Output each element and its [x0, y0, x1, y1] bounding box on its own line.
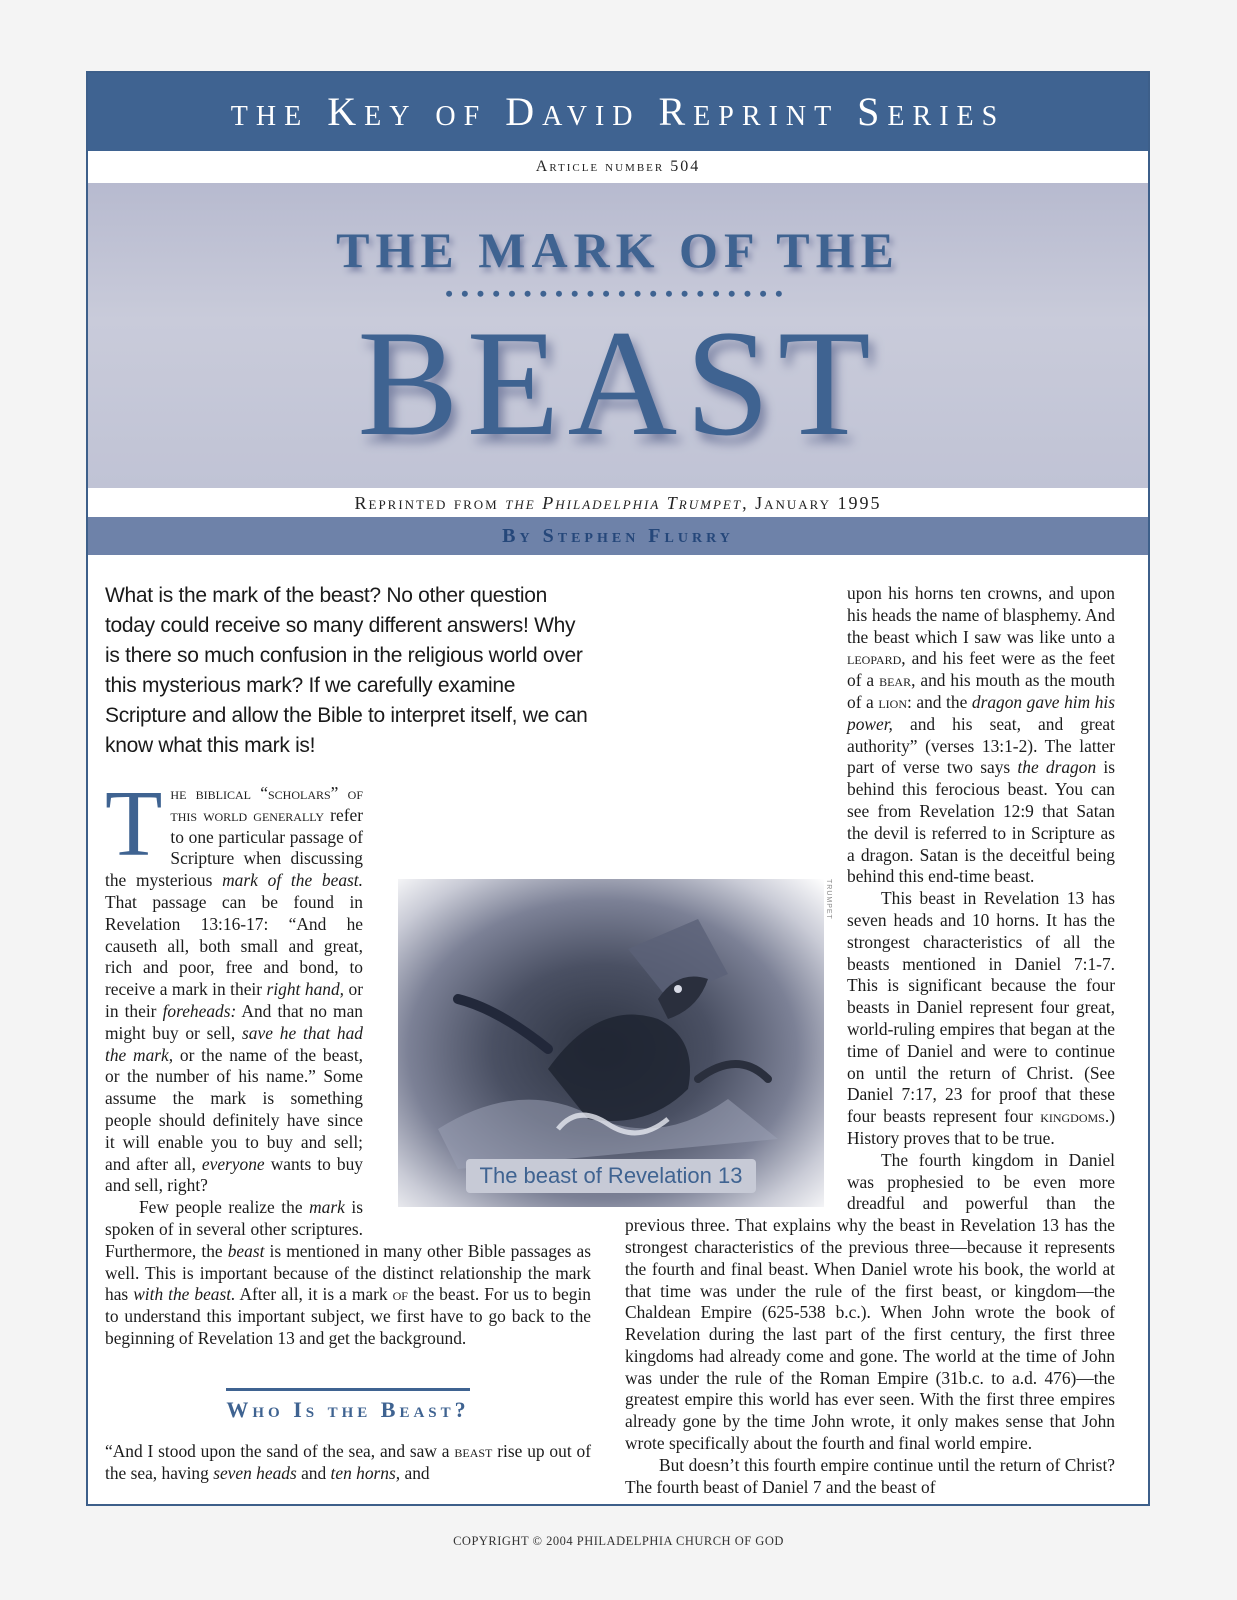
text-run: is behind this ferocious beast. You can see from Revelation 12:9 that Satan the devil is referred to in Scripture as a dragon. Satan is the deceitful being behind this end-time beast. — [847, 757, 1115, 887]
text-emphasis: the dragon — [1017, 757, 1097, 778]
text-run: After all, it is a mark — [235, 1284, 393, 1305]
text-run: wants to buy and sell, right? — [105, 1153, 364, 1196]
subhead-wrap — [105, 1388, 591, 1423]
section-subhead: Who Is the Beast? — [226, 1388, 469, 1423]
paragraph-3 — [105, 1441, 591, 1485]
beast-artwork-icon — [398, 879, 824, 1207]
article-number: Article number 504 — [535, 158, 701, 175]
text-emphasis: foreheads: — [162, 1000, 237, 1021]
right-paragraph-4: But doesn’t this fourth empire continue until the return of Christ? The fourth beast of Daniel 7 and the beast of — [625, 1454, 1115, 1497]
text-smallcaps: bear — [879, 670, 912, 691]
text-run: is mentioned in many other Bible passages as well. This is important because of the distinct relationship the mark has — [105, 1240, 592, 1305]
text-emphasis: dragon gave him his power, — [847, 691, 1116, 734]
title-banner — [88, 183, 1148, 488]
text-smallcaps: beast — [454, 1440, 493, 1461]
text-run: .) History proves that to be true. — [847, 1106, 1115, 1148]
text-run: refer to one particular passage of Scripture when discussing the mysterious — [105, 804, 363, 891]
intro-paragraph: What is the mark of the beast? No other question today could receive so many different answers! Why is there so much confusion in the religious world over this mysterious mark? If we carefully examine Scripture and allow the Bible to interpret itself, we can know what this mark is! — [105, 584, 588, 757]
series-title: the Key of David Reprint Series — [88, 73, 1148, 151]
text-emphasis: right hand, — [266, 979, 344, 1000]
text-emphasis: mark of the beast. — [222, 870, 363, 891]
right-paragraph-3: The fourth kingdom in Daniel was prophesied to be even more dreadful and powerful than the previous three. That explains why the beast in Revelation 13 has the strongest characteristics of the previous three—because it represents the fourth and final beast. When Daniel wrote his book, the world at that time was under the rule of the first beast, or kingdom—the Chaldean Empire (625-538 b.c.). When John wrote the book of Revelation during the last part of the first century, the first three kingdoms had already come and gone. The world at the time of John was under the rule of the Roman Empire (31b.c. to a.d. 476)—the greatest empire this world has ever seen. With the first three empires already gone by the time John wrote, it only makes sense that John wrote specifically about the fourth and final world empire. — [625, 1149, 1115, 1454]
text-smallcaps: kingdoms — [1040, 1106, 1105, 1127]
text-run: and — [400, 1462, 430, 1483]
text-emphasis: beast — [227, 1240, 265, 1261]
title-dot-divider: •••••••••••••••••••••• — [445, 281, 791, 306]
title-line-1: THE MARK OF THE — [336, 222, 900, 278]
title-line-2: BEAST — [357, 299, 879, 467]
figure-caption: The beast of Revelation 13 — [466, 1159, 756, 1193]
publication-name: the Philadelphia Trumpet — [505, 493, 743, 513]
text-run: and his seat, and great authority” (verses 13:1-2). The latter part of verse two says — [847, 713, 1115, 778]
text-emphasis: ten horns, — [330, 1462, 401, 1483]
text-run: the beast. For us to begin to understand this important subject, we first have to go back to the beginning of Revelation 13 and get the background. — [105, 1284, 591, 1348]
byline: By Stephen Flurry — [88, 517, 1148, 555]
text-run: is spoken of in several other scriptures. Furthermore, the — [105, 1197, 363, 1261]
text-run: or in their — [105, 979, 363, 1021]
text-run: or the name of the beast, or the number of his name.” Some assume the mark is something people should definitely have since it will enable you to buy and sell; and after all, — [105, 1044, 364, 1174]
text-run: , and his feet were as the feet of a — [847, 648, 1115, 691]
text-run: upon his horns ten crowns, and upon his heads the name of blasphemy. And the beast which I saw was like unto a — [847, 583, 1115, 647]
article-page — [86, 71, 1150, 1506]
text-run: : and the — [907, 691, 972, 712]
reprint-prefix: Reprinted from — [354, 493, 506, 513]
text-run: And that no man might buy or sell, — [105, 1000, 364, 1043]
text-emphasis: with the beast. — [133, 1284, 236, 1305]
text-smallcaps: of — [392, 1284, 408, 1305]
text-run: This beast in Revelation 13 has seven heads and 10 horns. It has the strongest characteristics of all the beasts mentioned in Daniel 7:1-7. This is significant because the four beasts in Daniel represent four great, world-ruling empires that began at the time of Daniel and were to continue on until the return of Christ. (See Daniel 7:17, 23 for proof that these four beasts represent four — [847, 888, 1115, 1127]
text-run: rise up out of the sea, having — [105, 1440, 591, 1483]
drop-cap: T — [105, 772, 163, 876]
reprint-line — [88, 491, 1148, 515]
text-emphasis: save he that had the mark, — [105, 1022, 363, 1065]
text-run: and — [296, 1462, 331, 1483]
copyright-notice: COPYRIGHT © 2004 PHILADELPHIA CHURCH OF GOD — [453, 1534, 784, 1548]
text-smallcaps: leopard — [847, 648, 902, 669]
photo-credit: TRUMPET — [825, 879, 832, 920]
text-run: That passage can be found in Revelation 13:16-17: “And he causeth all, both small and great, rich and poor, free and bond, to receive a mark in their — [105, 891, 363, 1000]
text-run: , and his mouth as the mouth of a — [847, 670, 1115, 712]
text-smallcaps: lion — [878, 691, 907, 712]
text-emphasis: everyone — [201, 1153, 265, 1174]
text-emphasis: mark — [309, 1197, 345, 1218]
text-run: Few people realize the — [139, 1197, 310, 1218]
opening-smallcaps: he biblical “scholars” of this world generally — [170, 783, 363, 825]
text-run: “And I stood upon the sand of the sea, and saw a — [105, 1440, 455, 1461]
reprint-date: , January 1995 — [742, 493, 882, 513]
text-emphasis: seven heads — [213, 1462, 297, 1483]
beast-illustration — [398, 879, 824, 1207]
